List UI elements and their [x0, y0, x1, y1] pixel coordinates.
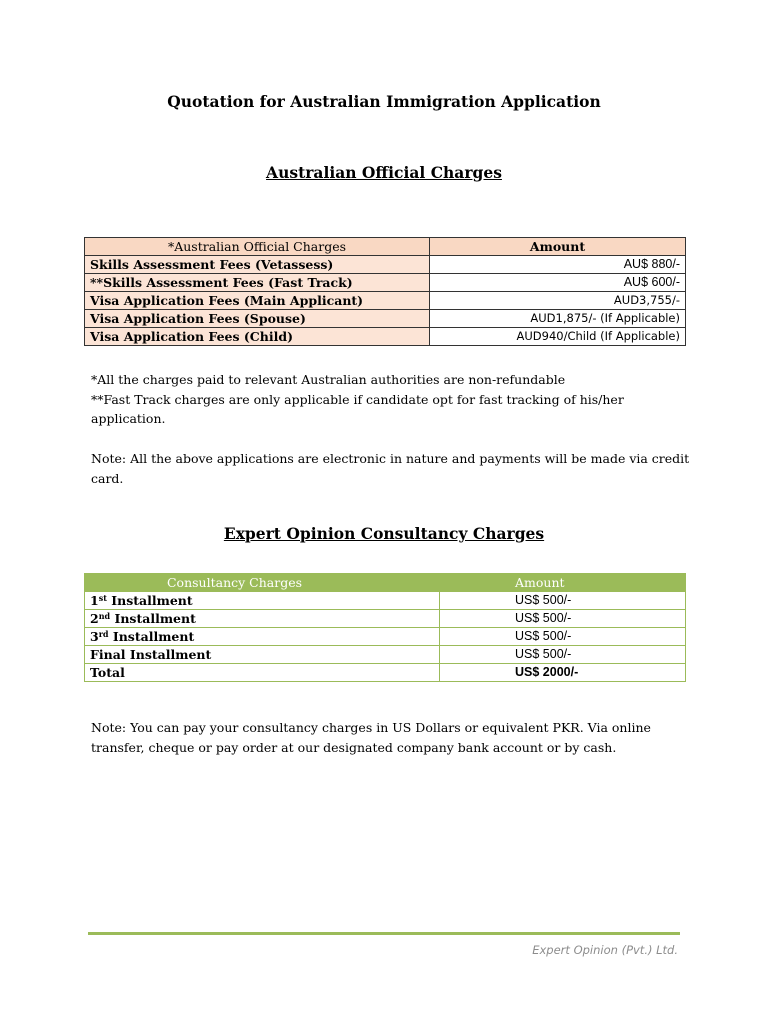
footnote-non-refundable: *All the charges paid to relevant Australian authorities are non-refundable	[91, 372, 566, 387]
installment-amount: US$ 500/-	[440, 592, 686, 610]
table-row	[85, 610, 686, 628]
table-header-row	[85, 238, 686, 256]
table-row	[85, 592, 686, 610]
total-label: Total	[85, 664, 440, 682]
official-charges-heading: Australian Official Charges	[266, 163, 502, 182]
charge-amount: AUD3,755/-	[430, 292, 686, 310]
document-title: Quotation for Australian Immigration Application	[167, 92, 601, 111]
column-header-consultancy: Consultancy Charges	[85, 574, 440, 592]
footnote-fast-track: **Fast Track charges are only applicable if candidate opt for fast tracking of his/her application.	[91, 391, 624, 426]
table-row	[85, 274, 686, 292]
column-header-amount: Amount	[430, 238, 686, 256]
total-row	[85, 664, 686, 682]
installment-label: 3rd Installment	[85, 628, 440, 646]
installment-label: 2nd Installment	[85, 610, 440, 628]
installment-label: 1st Installment	[85, 592, 440, 610]
consultancy-charges-heading: Expert Opinion Consultancy Charges	[223, 524, 545, 543]
official-charges-table	[84, 237, 686, 346]
total-amount: US$ 2000/-	[440, 664, 686, 682]
column-header-amount: Amount	[440, 574, 686, 592]
table-row	[85, 256, 686, 274]
consultancy-charges-table	[84, 573, 686, 682]
charge-label: **Skills Assessment Fees (Fast Track)	[85, 274, 430, 292]
charge-amount: AUD940/Child (If Applicable)	[430, 328, 686, 346]
installment-amount: US$ 500/-	[440, 646, 686, 664]
charge-label: Visa Application Fees (Main Applicant)	[85, 292, 430, 310]
table-row	[85, 328, 686, 346]
table-row	[85, 646, 686, 664]
table-row	[85, 628, 686, 646]
column-header-charges: *Australian Official Charges	[85, 238, 430, 256]
footer-company-name: Expert Opinion (Pvt.) Ltd.	[532, 943, 678, 957]
installment-amount: US$ 500/-	[440, 628, 686, 646]
installment-amount: US$ 500/-	[440, 610, 686, 628]
footer-divider	[88, 932, 680, 935]
table-row	[85, 310, 686, 328]
charge-amount: AUD1,875/- (If Applicable)	[430, 310, 686, 328]
note-electronic-payment: Note: All the above applications are electronic in nature and payments will be made via credit card.	[91, 451, 690, 486]
charge-label: Visa Application Fees (Child)	[85, 328, 430, 346]
official-footnotes	[91, 370, 691, 429]
charge-amount: AU$ 600/-	[430, 274, 686, 292]
charge-label: Visa Application Fees (Spouse)	[85, 310, 430, 328]
charge-amount: AU$ 880/-	[430, 256, 686, 274]
table-header-row	[85, 574, 686, 592]
note-consultancy-payment: Note: You can pay your consultancy charges in US Dollars or equivalent PKR. Via online transfer, cheque or pay order at our designated company bank account or by cash.	[91, 720, 651, 755]
table-row	[85, 292, 686, 310]
charge-label: Skills Assessment Fees (Vetassess)	[85, 256, 430, 274]
installment-label: Final Installment	[85, 646, 440, 664]
